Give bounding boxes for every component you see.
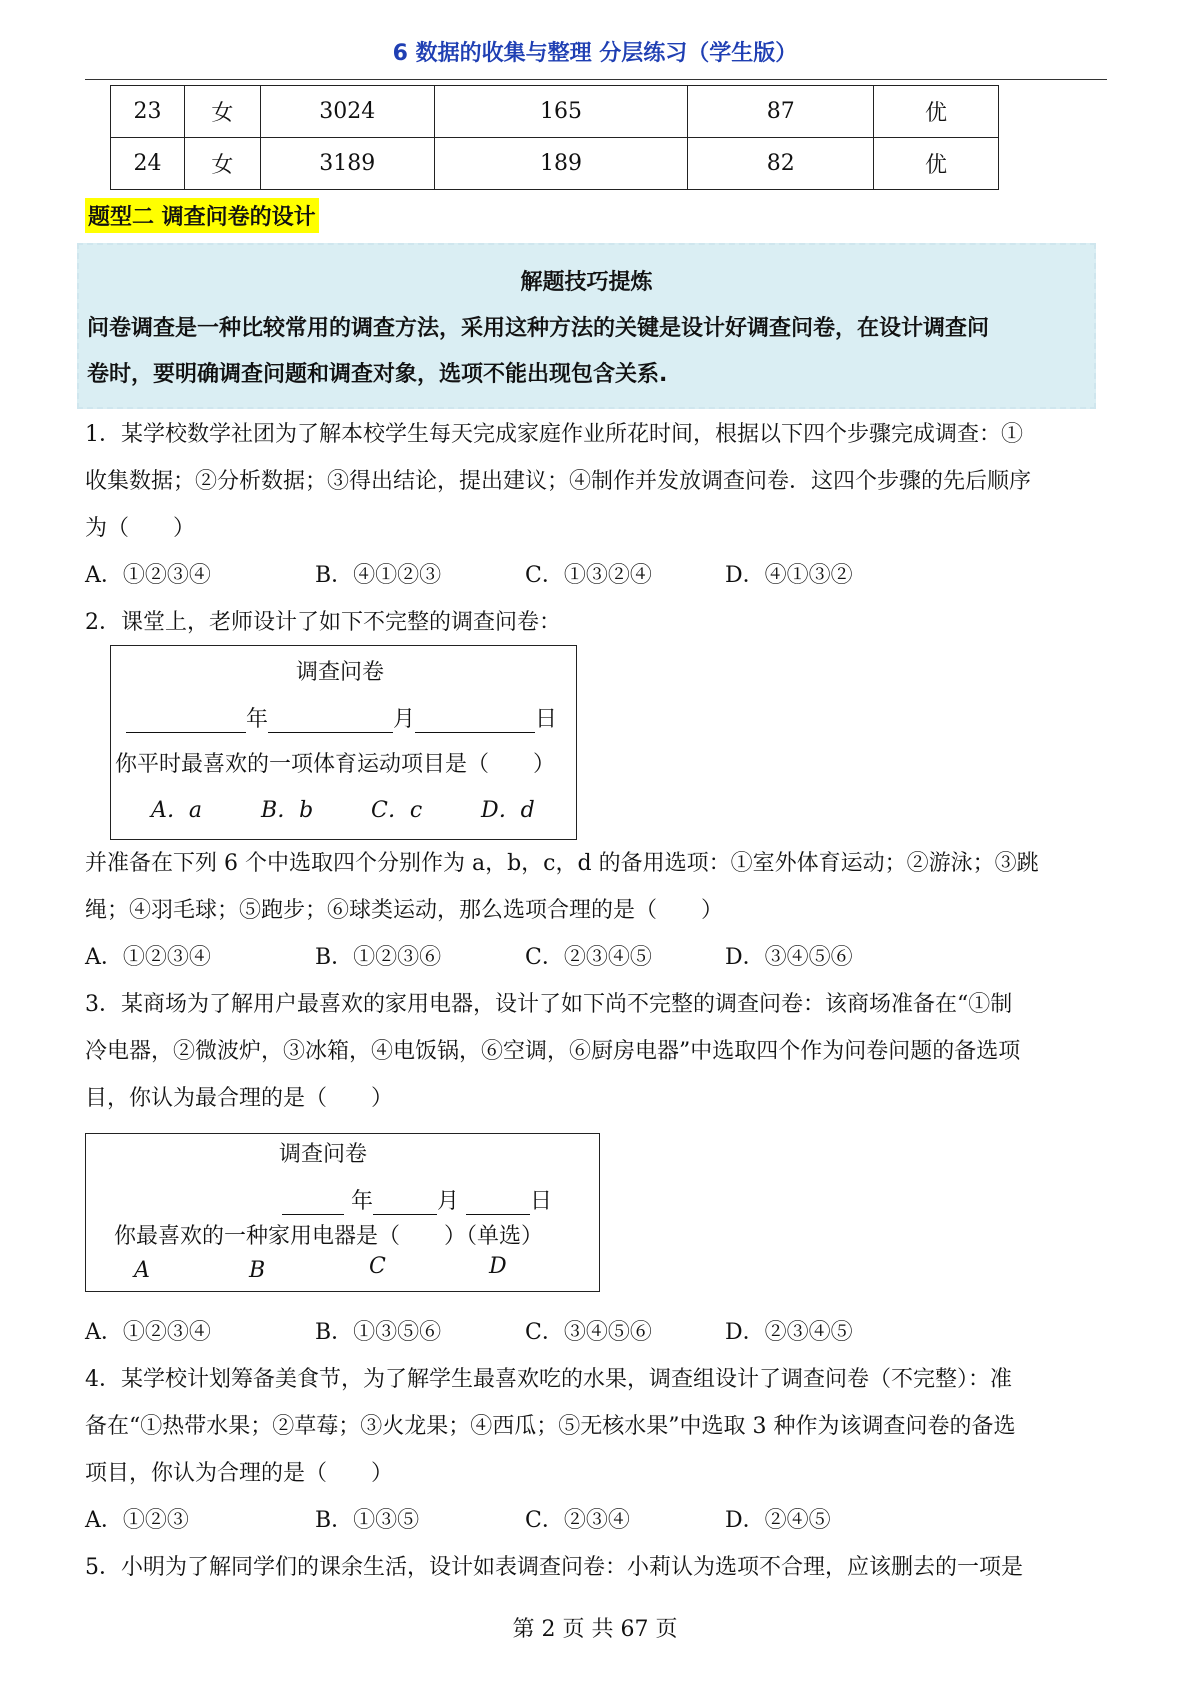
q2-option-c: C．②③④⑤ xyxy=(525,945,652,970)
q1-option-c: C．①③②④ xyxy=(525,563,652,588)
survey-date-line xyxy=(126,702,557,733)
month-label: 月 xyxy=(393,707,416,732)
q1-line-3: 为（ ） xyxy=(85,516,196,541)
q1-option-d: D．④①③② xyxy=(725,563,853,588)
q4-option-b: B．①③⑤ xyxy=(315,1508,420,1533)
q3-option-a: A．①②③④ xyxy=(85,1320,211,1345)
survey-box xyxy=(110,645,577,840)
table-cell: 优 xyxy=(874,86,999,138)
q3-line-3: 目，你认为最合理的是（ ） xyxy=(85,1086,394,1111)
q1-line-1: 1．某学校数学社团为了解本校学生每天完成家庭作业所花时间，根据以下四个步骤完成调查：① xyxy=(85,422,1024,447)
table-cell: 23 xyxy=(111,86,185,138)
year-blank[interactable] xyxy=(282,1188,344,1215)
section-heading: 题型二 调查问卷的设计 xyxy=(85,198,319,233)
page-footer: 第 2 页 共 67 页 xyxy=(512,1617,678,1642)
month-label: 月 xyxy=(437,1189,460,1214)
survey-title: 调查问卷 xyxy=(296,660,385,685)
year-blank[interactable] xyxy=(126,706,246,733)
q3-option-d: D．②③④⑤ xyxy=(725,1320,853,1345)
q2-option-a: A．①②③④ xyxy=(85,945,211,970)
q2-option-d: D．③④⑤⑥ xyxy=(725,945,853,970)
survey-question: 你最喜欢的一种家用电器是（ ）（单选） xyxy=(114,1224,544,1249)
table-cell: 24 xyxy=(111,138,185,190)
q2-line-1: 2．课堂上，老师设计了如下不完整的调查问卷： xyxy=(85,610,561,635)
q1-line-2: 收集数据；②分析数据；③得出结论，提出建议；④制作并发放调查问卷．这四个步骤的先后顺序 xyxy=(85,469,1032,494)
survey-choice-c: C．c xyxy=(371,798,423,823)
survey-choice-b: B xyxy=(249,1258,266,1283)
survey-date-line xyxy=(282,1184,552,1215)
year-label: 年 xyxy=(246,707,269,732)
day-label: 日 xyxy=(530,1189,553,1214)
table-cell: 优 xyxy=(874,138,999,190)
q4-line-1: 4．某学校计划筹备美食节，为了解学生最喜欢吃的水果，调查组设计了调查问卷（不完整）：准 xyxy=(85,1367,1013,1392)
tip-box xyxy=(77,243,1096,409)
table-cell: 3189 xyxy=(260,138,434,190)
year-label: 年 xyxy=(351,1189,374,1214)
q3-line-1: 3．某商场为了解用户最喜欢的家用电器，设计了如下尚不完整的调查问卷：该商场准备在“①制 xyxy=(85,992,1013,1017)
tip-line-1: 问卷调查是一种比较常用的调查方法，采用这种方法的关键是设计好调查问卷，在设计调查问 xyxy=(87,316,990,341)
q4-option-d: D．②④⑤ xyxy=(725,1508,831,1533)
q3-line-2: 冷电器，②微波炉，③冰箱，④电饭锅，⑥空调，⑥厨房电器”中选取四个作为问卷问题的备选项 xyxy=(85,1039,1021,1064)
table-cell: 165 xyxy=(434,86,688,138)
table-cell: 82 xyxy=(688,138,874,190)
q3-option-c: C．③④⑤⑥ xyxy=(525,1320,652,1345)
q2-line-3: 绳；④羽毛球；⑤跑步；⑥球类运动，那么选项合理的是（ ） xyxy=(85,898,724,923)
day-blank[interactable] xyxy=(466,1188,530,1215)
survey-box xyxy=(85,1133,600,1292)
header-rule xyxy=(85,79,1107,80)
q4-option-a: A．①②③ xyxy=(85,1508,189,1533)
q4-option-c: C．②③④ xyxy=(525,1508,630,1533)
survey-choice-d: D．d xyxy=(481,798,535,823)
page-header-title: 6 数据的收集与整理 分层练习（学生版） xyxy=(392,41,798,66)
q1-option-a: A．①②③④ xyxy=(85,563,211,588)
survey-question: 你平时最喜欢的一项体育运动项目是（ ） xyxy=(115,752,556,777)
tip-title: 解题技巧提炼 xyxy=(520,270,653,295)
survey-choice-b: B．b xyxy=(261,798,314,823)
q4-line-3: 项目，你认为合理的是（ ） xyxy=(85,1461,394,1486)
survey-choice-c: C xyxy=(369,1254,386,1279)
q4-line-2: 备在“①热带水果；②草莓；③火龙果；④西瓜；⑤无核水果”中选取 3 种作为该调查问卷的备选 xyxy=(85,1414,1016,1439)
q2-option-b: B．①②③⑥ xyxy=(315,945,442,970)
table-cell: 3024 xyxy=(260,86,434,138)
table-row xyxy=(111,86,999,138)
q3-option-b: B．①③⑤⑥ xyxy=(315,1320,442,1345)
table-row xyxy=(111,138,999,190)
q1-option-b: B．④①②③ xyxy=(315,563,442,588)
survey-choice-a: A．a xyxy=(151,798,203,823)
month-blank[interactable] xyxy=(268,706,393,733)
survey-choice-d: D xyxy=(489,1254,507,1279)
q5-line-1: 5．小明为了解同学们的课余生活，设计如表调查问卷：小莉认为选项不合理，应该删去的一项是 xyxy=(85,1555,1024,1580)
day-blank[interactable] xyxy=(415,706,535,733)
day-label: 日 xyxy=(535,707,558,732)
data-table xyxy=(110,85,999,190)
survey-title: 调查问卷 xyxy=(279,1142,368,1167)
tip-line-2: 卷时，要明确调查问题和调查对象，选项不能出现包含关系. xyxy=(87,362,668,387)
table-cell: 女 xyxy=(184,86,260,138)
q2-line-2: 并准备在下列 6 个中选取四个分别作为 a，b，c，d 的备用选项：①室外体育运动；②游泳；③跳 xyxy=(85,851,1039,876)
survey-choice-a: A xyxy=(134,1258,150,1283)
table-cell: 女 xyxy=(184,138,260,190)
month-blank[interactable] xyxy=(373,1188,437,1215)
table-cell: 87 xyxy=(688,86,874,138)
table-cell: 189 xyxy=(434,138,688,190)
